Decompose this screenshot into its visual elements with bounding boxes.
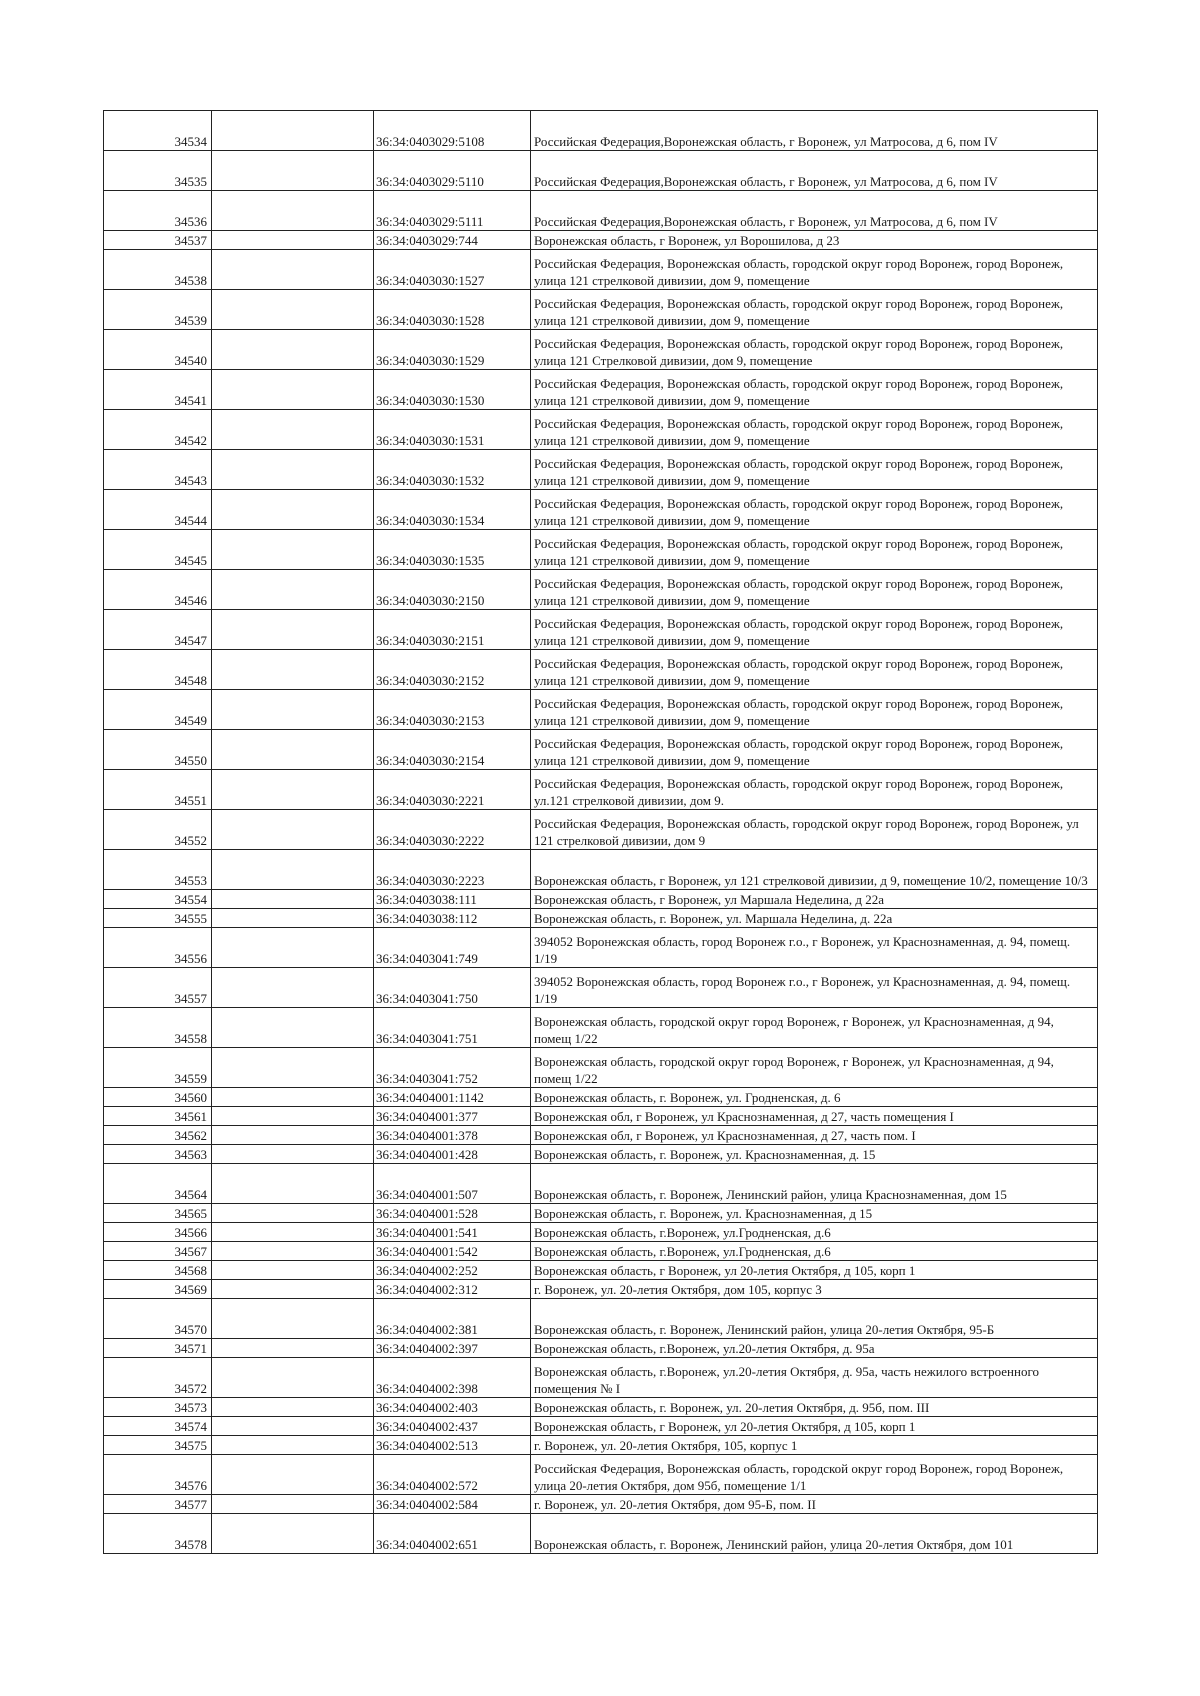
cadastral-number: 36:34:0403041:752 — [374, 1048, 531, 1088]
address: Воронежская обл, г Воронеж, ул Краснознаменная, д 27, часть помещения I — [531, 1107, 1098, 1126]
cadastral-number: 36:34:0404002:252 — [374, 1261, 531, 1280]
cadastral-number: 36:34:0403030:1528 — [374, 290, 531, 330]
table-row — [104, 909, 1098, 928]
cadastral-number: 36:34:0403029:5110 — [374, 151, 531, 191]
cadastral-number: 36:34:0404002:398 — [374, 1358, 531, 1398]
address: Российская Федерация, Воронежская область, городской округ город Воронеж, город Воронеж, улица 121 стрелковой дивизии, дом 9, помещение — [531, 690, 1098, 730]
row-number: 34551 — [104, 770, 212, 810]
table-row — [104, 410, 1098, 450]
row-number: 34570 — [104, 1299, 212, 1339]
row-number: 34541 — [104, 370, 212, 410]
address: Воронежская область, г Воронеж, ул 121 стрелковой дивизии, д 9, помещение 10/2, помещение 10/3 — [531, 850, 1098, 890]
address: Воронежская область, г. Воронеж, ул. Гродненская, д. 6 — [531, 1088, 1098, 1107]
address: г. Воронеж, ул. 20-летия Октября, 105, корпус 1 — [531, 1436, 1098, 1455]
empty-cell — [212, 231, 374, 250]
empty-cell — [212, 1398, 374, 1417]
cadastral-number: 36:34:0404002:381 — [374, 1299, 531, 1339]
empty-cell — [212, 968, 374, 1008]
cadastral-number: 36:34:0403030:1535 — [374, 530, 531, 570]
table-row — [104, 1339, 1098, 1358]
row-number: 34567 — [104, 1242, 212, 1261]
empty-cell — [212, 770, 374, 810]
cadastral-number: 36:34:0403030:2153 — [374, 690, 531, 730]
address: Воронежская область, г Воронеж, ул 20-летия Октября, д 105, корп 1 — [531, 1417, 1098, 1436]
address: Воронежская область, городской округ город Воронеж, г Воронеж, ул Краснознаменная, д 94, помещ 1/22 — [531, 1008, 1098, 1048]
row-number: 34548 — [104, 650, 212, 690]
cadastral-number: 36:34:0403041:750 — [374, 968, 531, 1008]
row-number: 34564 — [104, 1164, 212, 1204]
row-number: 34568 — [104, 1261, 212, 1280]
empty-cell — [212, 1242, 374, 1261]
cadastral-number: 36:34:0404002:397 — [374, 1339, 531, 1358]
table-row — [104, 770, 1098, 810]
row-number: 34549 — [104, 690, 212, 730]
empty-cell — [212, 1514, 374, 1554]
table-row — [104, 1417, 1098, 1436]
address: Российская Федерация, Воронежская область, городской округ город Воронеж, город Воронеж, улица 121 стрелковой дивизии, дом 9, помещение — [531, 370, 1098, 410]
table-row — [104, 1164, 1098, 1204]
address: Российская Федерация, Воронежская область, городской округ город Воронеж, город Воронеж, улица 121 стрелковой дивизии, дом 9, помещение — [531, 410, 1098, 450]
empty-cell — [212, 370, 374, 410]
cadastral-number: 36:34:0403038:112 — [374, 909, 531, 928]
address: г. Воронеж, ул. 20-летия Октября, дом 95-Б, пом. II — [531, 1495, 1098, 1514]
empty-cell — [212, 290, 374, 330]
empty-cell — [212, 850, 374, 890]
row-number: 34576 — [104, 1455, 212, 1495]
empty-cell — [212, 1358, 374, 1398]
cadastral-number: 36:34:0404002:437 — [374, 1417, 531, 1436]
cadastral-number: 36:34:0403041:751 — [374, 1008, 531, 1048]
table-row — [104, 151, 1098, 191]
table-row — [104, 1358, 1098, 1398]
row-number: 34550 — [104, 730, 212, 770]
cadastral-number: 36:34:0403038:111 — [374, 890, 531, 909]
cadastral-number: 36:34:0403030:2221 — [374, 770, 531, 810]
row-number: 34566 — [104, 1223, 212, 1242]
cadastral-number: 36:34:0403030:2154 — [374, 730, 531, 770]
address: Российская Федерация, Воронежская область, городской округ город Воронеж, город Воронеж, улица 121 стрелковой дивизии, дом 9, помещение — [531, 290, 1098, 330]
row-number: 34560 — [104, 1088, 212, 1107]
address: Российская Федерация, Воронежская область, городской округ город Воронеж, город Воронеж, улица 121 стрелковой дивизии, дом 9, помещение — [531, 570, 1098, 610]
table-row — [104, 1398, 1098, 1417]
row-number: 34544 — [104, 490, 212, 530]
cadastral-number: 36:34:0403030:2151 — [374, 610, 531, 650]
address: Воронежская область, г.Воронеж, ул.20-летия Октября, д. 95а, часть нежилого встроенного помещения № I — [531, 1358, 1098, 1398]
address: Российская Федерация, Воронежская область, городской округ город Воронеж, город Воронеж, улица 121 стрелковой дивизии, дом 9, помещение — [531, 490, 1098, 530]
row-number: 34572 — [104, 1358, 212, 1398]
empty-cell — [212, 650, 374, 690]
empty-cell — [212, 610, 374, 650]
empty-cell — [212, 1495, 374, 1514]
address: Российская Федерация, Воронежская область, городской округ город Воронеж, город Воронеж, улица 121 Стрелковой дивизии, дом 9, помещение — [531, 330, 1098, 370]
cadastral-number: 36:34:0403030:1529 — [374, 330, 531, 370]
registry-table — [103, 110, 1098, 1554]
address: Российская Федерация, Воронежская область, городской округ город Воронеж, город Воронеж, улица 121 стрелковой дивизии, дом 9, помещение — [531, 530, 1098, 570]
cadastral-number: 36:34:0404002:312 — [374, 1280, 531, 1299]
table-row — [104, 111, 1098, 151]
row-number: 34569 — [104, 1280, 212, 1299]
row-number: 34558 — [104, 1008, 212, 1048]
address: 394052 Воронежская область, город Воронеж г.о., г Воронеж, ул Краснознаменная, д. 94, помещ. 1/19 — [531, 968, 1098, 1008]
address: Воронежская область, городской округ город Воронеж, г Воронеж, ул Краснознаменная, д 94, помещ 1/22 — [531, 1048, 1098, 1088]
address: Российская Федерация,Воронежская область, г Воронеж, ул Матросова, д 6, пом IV — [531, 151, 1098, 191]
row-number: 34561 — [104, 1107, 212, 1126]
cadastral-number: 36:34:0403029:744 — [374, 231, 531, 250]
empty-cell — [212, 1008, 374, 1048]
cadastral-number: 36:34:0403030:1532 — [374, 450, 531, 490]
row-number: 34578 — [104, 1514, 212, 1554]
address: Российская Федерация, Воронежская область, городской округ город Воронеж, город Воронеж, улица 20-летия Октября, дом 95б, помещение 1/1 — [531, 1455, 1098, 1495]
table-row — [104, 650, 1098, 690]
address: Российская Федерация, Воронежская область, городской округ город Воронеж, город Воронеж, улица 121 стрелковой дивизии, дом 9, помещение — [531, 250, 1098, 290]
address: Российская Федерация,Воронежская область, г Воронеж, ул Матросова, д 6, пом IV — [531, 191, 1098, 231]
empty-cell — [212, 1223, 374, 1242]
empty-cell — [212, 1048, 374, 1088]
address: Воронежская область, г.Воронеж, ул.20-летия Октября, д. 95а — [531, 1339, 1098, 1358]
row-number: 34556 — [104, 928, 212, 968]
row-number: 34574 — [104, 1417, 212, 1436]
table-row — [104, 1107, 1098, 1126]
empty-cell — [212, 928, 374, 968]
table-row — [104, 890, 1098, 909]
table-row — [104, 968, 1098, 1008]
table-row — [104, 1280, 1098, 1299]
address: Воронежская обл, г Воронеж, ул Краснознаменная, д 27, часть пом. I — [531, 1126, 1098, 1145]
address: Российская Федерация, Воронежская область, городской округ город Воронеж, город Воронеж, улица 121 стрелковой дивизии, дом 9, помещение — [531, 450, 1098, 490]
table-row — [104, 690, 1098, 730]
table-row — [104, 850, 1098, 890]
cadastral-number: 36:34:0404001:377 — [374, 1107, 531, 1126]
table-row — [104, 570, 1098, 610]
address: Воронежская область, г.Воронеж, ул.Гродненская, д.6 — [531, 1223, 1098, 1242]
table-body — [104, 111, 1098, 1554]
address: Воронежская область, г Воронеж, ул Ворошилова, д 23 — [531, 231, 1098, 250]
row-number: 34573 — [104, 1398, 212, 1417]
empty-cell — [212, 1126, 374, 1145]
address: Воронежская область, г. Воронеж, ул. Краснознаменная, д. 15 — [531, 1145, 1098, 1164]
table-row — [104, 1145, 1098, 1164]
address: Воронежская область, г Воронеж, ул Маршала Неделина, д 22а — [531, 890, 1098, 909]
cadastral-number: 36:34:0404001:542 — [374, 1242, 531, 1261]
empty-cell — [212, 1299, 374, 1339]
table-row — [104, 490, 1098, 530]
cadastral-number: 36:34:0404001:428 — [374, 1145, 531, 1164]
table-row — [104, 1261, 1098, 1280]
row-number: 34555 — [104, 909, 212, 928]
row-number: 34543 — [104, 450, 212, 490]
empty-cell — [212, 330, 374, 370]
cadastral-number: 36:34:0403030:1527 — [374, 250, 531, 290]
table-row — [104, 928, 1098, 968]
row-number: 34546 — [104, 570, 212, 610]
table-row — [104, 290, 1098, 330]
row-number: 34565 — [104, 1204, 212, 1223]
row-number: 34536 — [104, 191, 212, 231]
cadastral-number: 36:34:0403030:1530 — [374, 370, 531, 410]
row-number: 34554 — [104, 890, 212, 909]
table-row — [104, 1008, 1098, 1048]
row-number: 34562 — [104, 1126, 212, 1145]
table-row — [104, 1299, 1098, 1339]
empty-cell — [212, 1261, 374, 1280]
address: 394052 Воронежская область, город Воронеж г.о., г Воронеж, ул Краснознаменная, д. 94, помещ. 1/19 — [531, 928, 1098, 968]
cadastral-number: 36:34:0403030:2150 — [374, 570, 531, 610]
empty-cell — [212, 1436, 374, 1455]
empty-cell — [212, 1280, 374, 1299]
empty-cell — [212, 1088, 374, 1107]
empty-cell — [212, 810, 374, 850]
table-row — [104, 231, 1098, 250]
table-row — [104, 610, 1098, 650]
empty-cell — [212, 690, 374, 730]
row-number: 34534 — [104, 111, 212, 151]
row-number: 34577 — [104, 1495, 212, 1514]
address: г. Воронеж, ул. 20-летия Октября, дом 105, корпус 3 — [531, 1280, 1098, 1299]
table-row — [104, 250, 1098, 290]
cadastral-number: 36:34:0404001:507 — [374, 1164, 531, 1204]
cadastral-number: 36:34:0403030:1534 — [374, 490, 531, 530]
row-number: 34553 — [104, 850, 212, 890]
table-row — [104, 730, 1098, 770]
address: Воронежская область, г. Воронеж, Ленинский район, улица 20-летия Октября, 95-Б — [531, 1299, 1098, 1339]
row-number: 34552 — [104, 810, 212, 850]
row-number: 34539 — [104, 290, 212, 330]
table-row — [104, 530, 1098, 570]
address: Российская Федерация,Воронежская область, г Воронеж, ул Матросова, д 6, пом IV — [531, 111, 1098, 151]
address: Воронежская область, г. Воронеж, Ленинский район, улица 20-летия Октября, дом 101 — [531, 1514, 1098, 1554]
cadastral-number: 36:34:0404002:403 — [374, 1398, 531, 1417]
empty-cell — [212, 1145, 374, 1164]
empty-cell — [212, 909, 374, 928]
table-row — [104, 1242, 1098, 1261]
cadastral-number: 36:34:0403030:2222 — [374, 810, 531, 850]
table-row — [104, 1126, 1098, 1145]
row-number: 34557 — [104, 968, 212, 1008]
table-row — [104, 450, 1098, 490]
cadastral-number: 36:34:0404001:1142 — [374, 1088, 531, 1107]
cadastral-number: 36:34:0403030:1531 — [374, 410, 531, 450]
row-number: 34537 — [104, 231, 212, 250]
cadastral-number: 36:34:0403030:2152 — [374, 650, 531, 690]
empty-cell — [212, 490, 374, 530]
row-number: 34559 — [104, 1048, 212, 1088]
row-number: 34547 — [104, 610, 212, 650]
table-row — [104, 1514, 1098, 1554]
cadastral-number: 36:34:0404002:572 — [374, 1455, 531, 1495]
row-number: 34571 — [104, 1339, 212, 1358]
address: Российская Федерация, Воронежская область, городской округ город Воронеж, город Воронеж, улица 121 стрелковой дивизии, дом 9, помещение — [531, 650, 1098, 690]
table-row — [104, 1455, 1098, 1495]
row-number: 34575 — [104, 1436, 212, 1455]
empty-cell — [212, 1417, 374, 1436]
table-row — [104, 1088, 1098, 1107]
address: Воронежская область, г. Воронеж, Ленинский район, улица Краснознаменная, дом 15 — [531, 1164, 1098, 1204]
row-number: 34538 — [104, 250, 212, 290]
cadastral-number: 36:34:0403029:5108 — [374, 111, 531, 151]
table-row — [104, 810, 1098, 850]
empty-cell — [212, 890, 374, 909]
cadastral-number: 36:34:0403030:2223 — [374, 850, 531, 890]
row-number: 34540 — [104, 330, 212, 370]
row-number: 34545 — [104, 530, 212, 570]
row-number: 34535 — [104, 151, 212, 191]
table-row — [104, 1495, 1098, 1514]
empty-cell — [212, 151, 374, 191]
empty-cell — [212, 1164, 374, 1204]
row-number: 34563 — [104, 1145, 212, 1164]
table-row — [104, 191, 1098, 231]
cadastral-number: 36:34:0403029:5111 — [374, 191, 531, 231]
address: Воронежская область, г.Воронеж, ул.Гродненская, д.6 — [531, 1242, 1098, 1261]
empty-cell — [212, 1107, 374, 1126]
cadastral-number: 36:34:0404002:513 — [374, 1436, 531, 1455]
cadastral-number: 36:34:0404002:651 — [374, 1514, 531, 1554]
address: Российская Федерация, Воронежская область, городской округ город Воронеж, город Воронеж, улица 121 стрелковой дивизии, дом 9, помещение — [531, 730, 1098, 770]
cadastral-number: 36:34:0404002:584 — [374, 1495, 531, 1514]
address: Воронежская область, г. Воронеж, ул. Краснознаменная, д 15 — [531, 1204, 1098, 1223]
empty-cell — [212, 570, 374, 610]
empty-cell — [212, 1204, 374, 1223]
row-number: 34542 — [104, 410, 212, 450]
address: Российская Федерация, Воронежская область, городской округ город Воронеж, город Воронеж, улица 121 стрелковой дивизии, дом 9, помещение — [531, 610, 1098, 650]
table-row — [104, 1223, 1098, 1242]
table-row — [104, 330, 1098, 370]
cadastral-number: 36:34:0403041:749 — [374, 928, 531, 968]
empty-cell — [212, 1339, 374, 1358]
empty-cell — [212, 250, 374, 290]
table-row — [104, 1436, 1098, 1455]
empty-cell — [212, 111, 374, 151]
address: Воронежская область, г Воронеж, ул 20-летия Октября, д 105, корп 1 — [531, 1261, 1098, 1280]
empty-cell — [212, 450, 374, 490]
address: Российская Федерация, Воронежская область, городской округ город Воронеж, город Воронеж, ул.121 стрелковой дивизии, дом 9. — [531, 770, 1098, 810]
empty-cell — [212, 191, 374, 231]
empty-cell — [212, 530, 374, 570]
table-row — [104, 1048, 1098, 1088]
address: Воронежская область, г. Воронеж, ул. 20-летия Октября, д. 95б, пом. III — [531, 1398, 1098, 1417]
empty-cell — [212, 1455, 374, 1495]
empty-cell — [212, 410, 374, 450]
cadastral-number: 36:34:0404001:541 — [374, 1223, 531, 1242]
cadastral-number: 36:34:0404001:528 — [374, 1204, 531, 1223]
address: Российская Федерация, Воронежская область, городской округ город Воронеж, город Воронеж, ул 121 стрелковой дивизии, дом 9 — [531, 810, 1098, 850]
empty-cell — [212, 730, 374, 770]
address: Воронежская область, г. Воронеж, ул. Маршала Неделина, д. 22а — [531, 909, 1098, 928]
cadastral-number: 36:34:0404001:378 — [374, 1126, 531, 1145]
table-row — [104, 1204, 1098, 1223]
table-row — [104, 370, 1098, 410]
